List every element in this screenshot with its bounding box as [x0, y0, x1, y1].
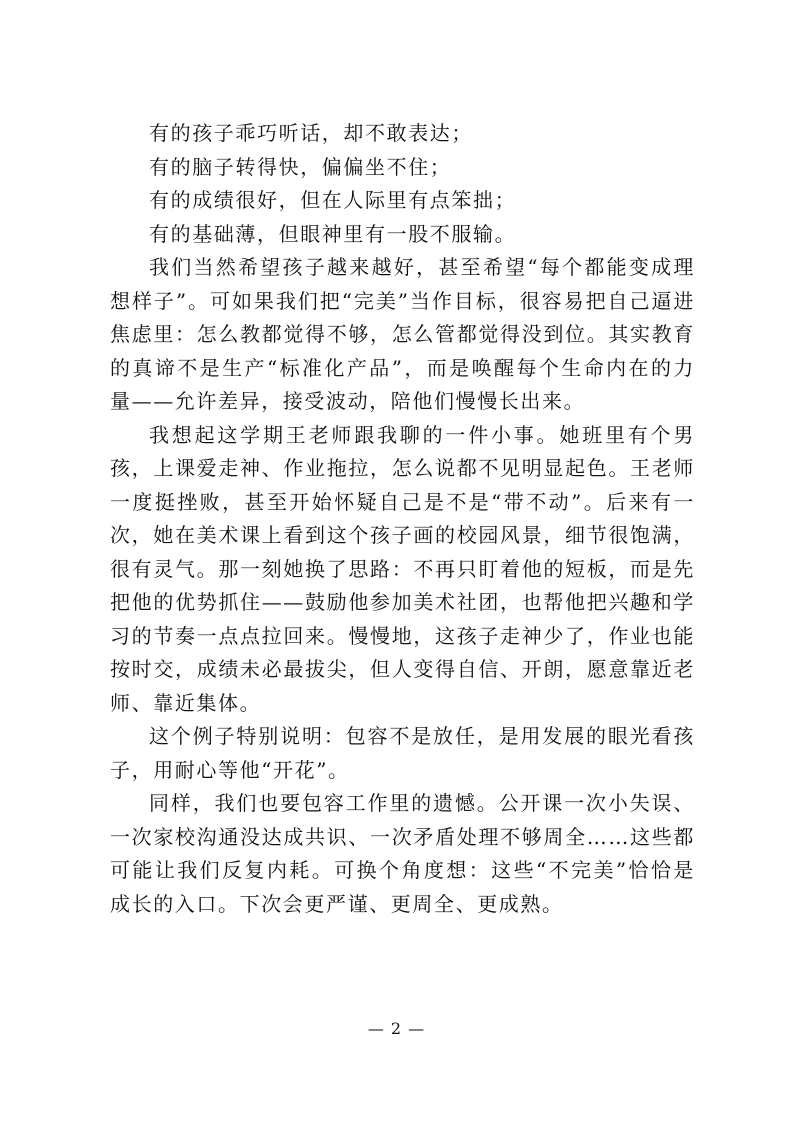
page-number: — 2 —: [367, 1019, 426, 1038]
paragraph-1: 有的孩子乖巧听话，却不敢表达；: [149, 121, 473, 145]
paragraph-6: 我想起这学期王老师跟我聊的一件小事。她班里有个男孩，上课爱走神、作业拖拉，怎么说都不见明显起色。王老师一度挺挫败，甚至开始怀疑自己是不是“带不动”。后来有一次，她在美术课上看到这个孩子画的校园风景，细节很饱满，很有灵气。那一刻她换了思路：不再只盯着他的短板，而是先把他的优势抓住——鼓励他参加美术社团，也帮他把兴趣和学习的节奏一点点拉回来。慢慢地，这孩子走神少了，作业也能按时交，成绩未必最拔尖，但人变得自信、开朗，愿意靠近老师、靠近集体。: [110, 422, 695, 715]
paragraph-2: 有的脑子转得快，偏偏坐不住；: [149, 154, 452, 179]
paragraph-3: 有的成绩很好，但在人际里有点笨拙；: [149, 188, 517, 212]
paragraph-8: 同样，我们也要包容工作里的遗憾。公开课一次小失误、一次家校沟通没达成共识、一次矛盾处理不够周全……这些都可能让我们反复内耗。可换个角度想：这些“不完美”恰恰是成长的入口。下次会更严谨、更周全、更成熟。: [110, 791, 695, 916]
paragraph-5: 我们当然希望孩子越来越好，甚至希望“每个都能变成理想样子”。可如果我们把“完美”当作目标，很容易把自己逼进焦虑里：怎么教都觉得不够，怎么管都觉得没到位。其实教育的真谛不是生产“标准化产品”，而是唤醒每个生命内在的力量——允许差异，接受波动，陪他们慢慢长出来。: [110, 255, 695, 413]
body-text: [110, 117, 695, 921]
paragraph-4: 有的基础薄，但眼神里有一股不服输。: [149, 221, 517, 246]
paragraph-7: 这个例子特别说明：包容不是放任，是用发展的眼光看孩子，用耐心等他“开花”。: [110, 724, 695, 782]
